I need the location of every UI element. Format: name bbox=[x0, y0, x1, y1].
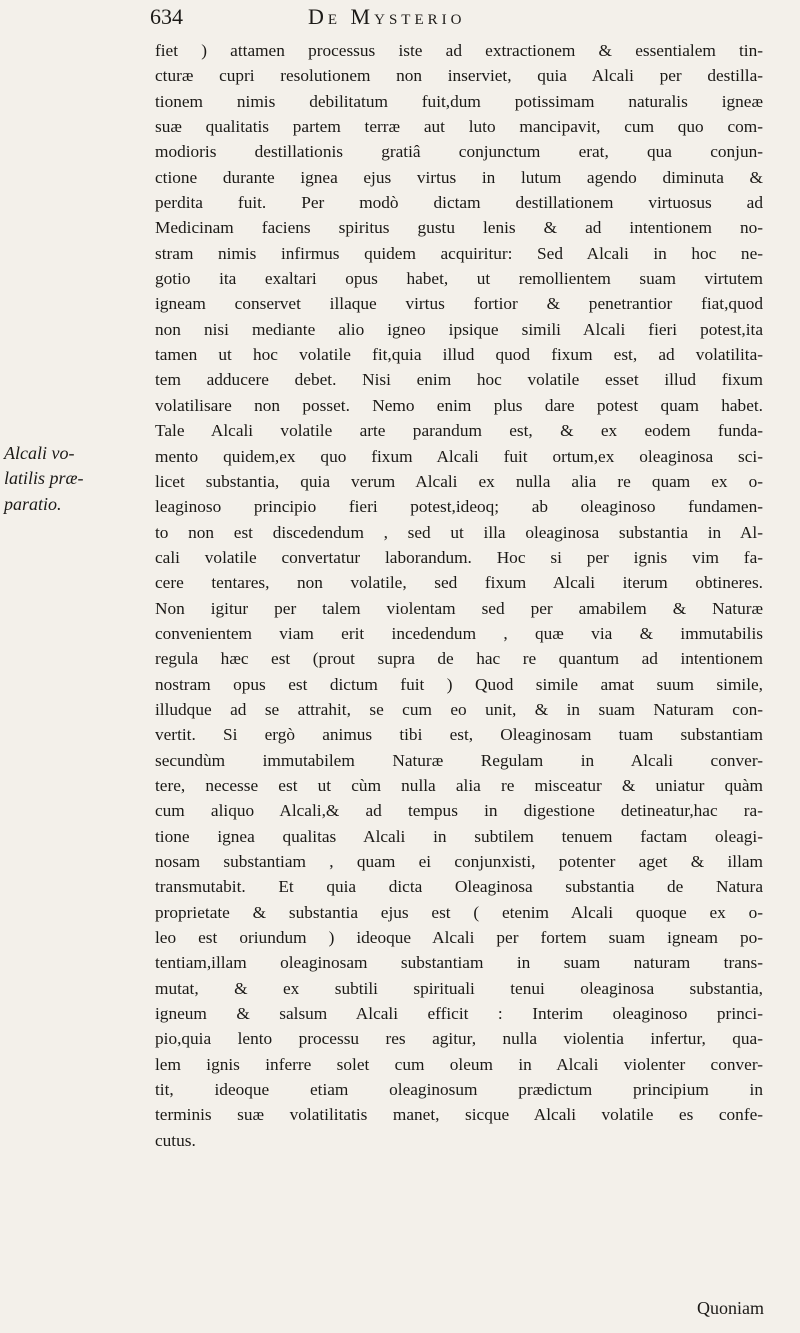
body-text bbox=[155, 38, 763, 1153]
text-line: proprietate & substantia ejus est ( etenim Alcali quoque ex o- bbox=[155, 902, 763, 922]
marginal-note bbox=[4, 441, 152, 517]
text-line: to non est discedendum , sed ut illa oleaginosa substantia in Al- bbox=[155, 522, 763, 542]
text-line: regula hæc est (prout supra de hac re quantum ad intentionem bbox=[155, 649, 763, 669]
text-line: Non igitur per talem violentam sed per amabilem & Naturæ bbox=[155, 598, 763, 618]
page-number: 634 bbox=[150, 4, 183, 29]
text-line: leo est oriundum ) ideoque Alcali per fortem suam igneam po- bbox=[155, 928, 763, 948]
text-line: licet substantia, quia verum Alcali ex nulla alia re quam ex o- bbox=[155, 471, 763, 491]
text-line: tentiam,illam oleaginosam substantiam in suam naturam trans- bbox=[155, 953, 763, 973]
text-line: Medicinam faciens spiritus gustu lenis & ad intentionem no- bbox=[155, 218, 763, 238]
text-line: igneam conservet illaque virtus fortior & penetrantior fiat,quod bbox=[155, 294, 763, 314]
text-line: cali volatile convertatur laborandum. Hoc si per ignis vim fa- bbox=[155, 547, 763, 567]
text-line: secundùm immutabilem Naturæ Regulam in Alcali conver- bbox=[155, 750, 763, 770]
text-line: modioris destillationis gratiâ conjunctum erat, qua conjun- bbox=[155, 142, 763, 162]
text-line: perdita fuit. Per modò dictam destillationem virtuosus ad bbox=[155, 193, 763, 213]
text-line: tionem nimis debilitatum fuit,dum potissimam naturalis igneæ bbox=[155, 91, 763, 111]
text-line: tem adducere debet. Nisi enim hoc volatile esset illud fixum bbox=[155, 370, 763, 390]
text-line: cturæ cupri resolutionem non inserviet, quia Alcali per destilla- bbox=[155, 66, 763, 86]
page-header bbox=[0, 4, 800, 42]
text-line: terminis suæ volatilitatis manet, sicque Alcali volatile es confe- bbox=[155, 1105, 763, 1125]
text-line: lem ignis inferre solet cum oleum in Alcali violenter conver- bbox=[155, 1054, 763, 1074]
text-line: nosam substantiam , quam ei conjunxisti, potenter aget & illam bbox=[155, 852, 763, 871]
text-line: vertit. Si ergò animus tibi est, Oleaginosam tuam substantiam bbox=[155, 725, 763, 745]
text-line: mento quidem,ex quo fixum Alcali fuit ortum,ex oleaginosa sci- bbox=[155, 446, 763, 466]
text-line: volatilisare non posset. Nemo enim plus dare potest quam habet. bbox=[155, 395, 763, 415]
text-line: transmutabit. Et quia dicta Oleaginosa substantia de Natura bbox=[155, 877, 763, 897]
text-line: mutat, & ex subtili spirituali tenui oleaginosa substantia, bbox=[155, 978, 763, 998]
text-line: tere, necesse est ut cùm nulla alia re misceatur & uniatur quàm bbox=[155, 775, 763, 795]
marginal-note-line: Alcali vo- bbox=[4, 443, 75, 463]
text-line: tamen ut hoc volatile fit,quia illud quod fixum est, ad volatilita- bbox=[155, 345, 763, 365]
text-line: tit, ideoque etiam oleaginosum prædictum principium in bbox=[155, 1080, 763, 1100]
text-line: convenientem viam erit incedendum , quæ via & immutabilis bbox=[155, 623, 763, 643]
text-line: non nisi mediante alio igneo ipsique simili Alcali fieri potest,ita bbox=[155, 319, 763, 339]
text-line: nostram opus est dictum fuit ) Quod simile amat suum simile, bbox=[155, 674, 763, 694]
marginal-note-line: latilis præ- bbox=[4, 468, 84, 489]
text-line: tione ignea qualitas Alcali in subtilem tenuem factam oleagi- bbox=[155, 826, 763, 846]
text-line: cum aliquo Alcali,& ad tempus in digestione detineatur,hac ra- bbox=[155, 801, 763, 821]
text-line: gotio ita exaltari opus habet, ut remollientem suam virtutem bbox=[155, 269, 763, 289]
text-line: igneum & salsum Alcali efficit : Interim oleaginoso princi- bbox=[155, 1004, 763, 1024]
text-line: cutus. bbox=[155, 1130, 196, 1150]
text-line: Tale Alcali volatile arte parandum est, & ex eodem funda- bbox=[155, 421, 763, 441]
marginal-note-line: paratio. bbox=[4, 493, 62, 514]
text-line: suæ qualitatis partem terræ aut luto mancipavit, cum quo com- bbox=[155, 117, 763, 137]
text-line: illudque ad se attrahit, se cum eo unit, & in suam Naturam con- bbox=[155, 699, 763, 719]
catchword: Quoniam bbox=[697, 1298, 764, 1318]
running-title: De Mysterio bbox=[308, 4, 466, 29]
text-line: leaginoso principio fieri potest,ideoq; ab oleaginoso fundamen- bbox=[155, 497, 763, 517]
text-line: fiet ) attamen processus iste ad extractionem & essentialem tin- bbox=[155, 41, 763, 60]
text-line: cere tentares, non volatile, sed fixum Alcali iterum obtineres. bbox=[155, 573, 763, 593]
text-line: stram nimis infirmus quidem acquiritur: Sed Alcali in hoc ne- bbox=[155, 243, 763, 263]
text-line: ctione durante ignea ejus virtus in lutum agendo diminuta & bbox=[155, 167, 763, 187]
text-line: pio,quia lento processu res agitur, nulla violentia infertur, qua- bbox=[155, 1029, 763, 1049]
